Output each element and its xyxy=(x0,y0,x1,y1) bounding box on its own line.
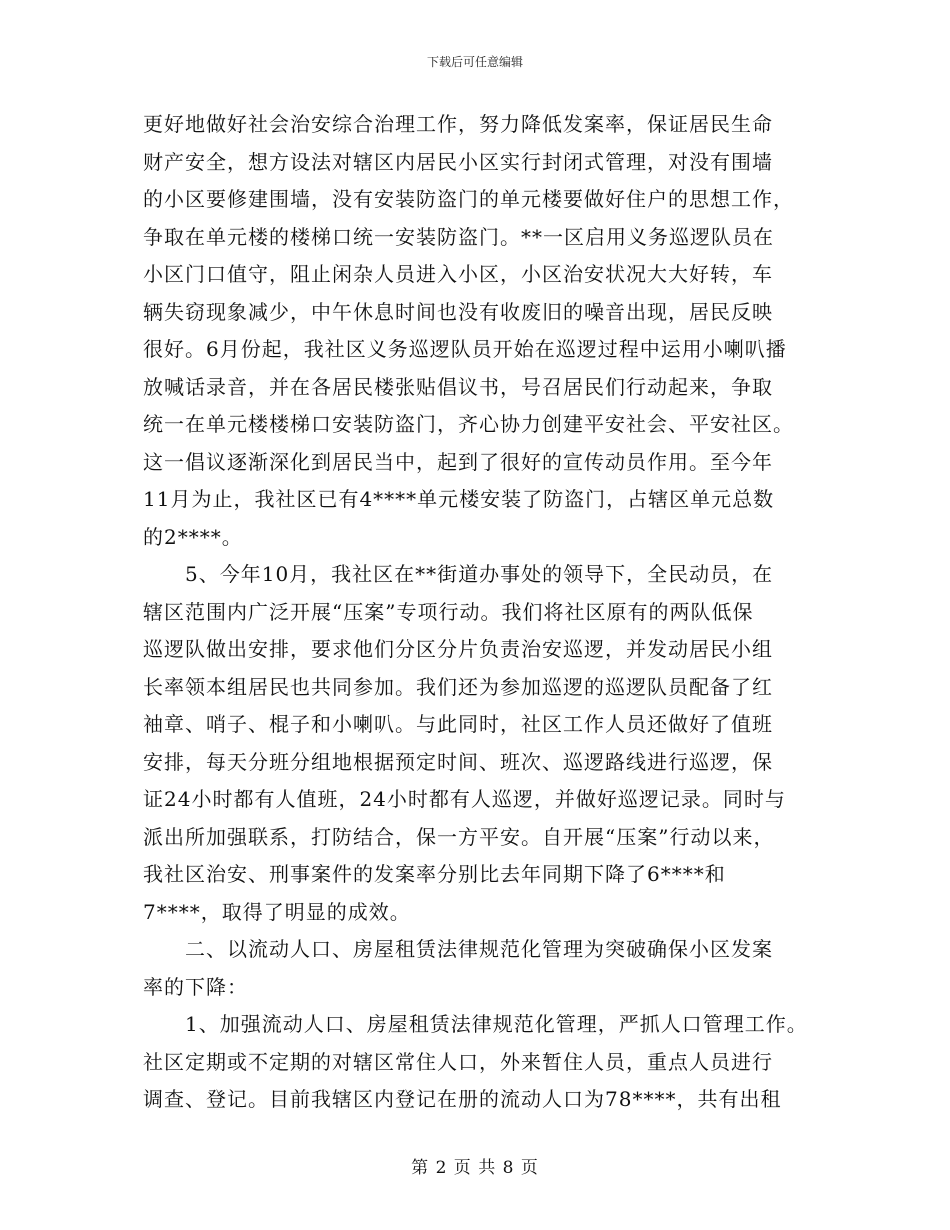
text-line: 我社区治安、刑事案件的发案率分别比去年同期下降了6****和 xyxy=(143,862,726,886)
paragraph-first-line: 5、今年10月，我社区在**街道办事处的领导下，全民动员，在 xyxy=(185,562,774,586)
page-number-footer: 第 2 页 共 8 页 xyxy=(411,1158,539,1178)
text-line: 的2****。 xyxy=(143,524,243,549)
paragraph-first-line: 1、加强流动人口、房屋租赁法律规范化管理，严抓人口管理工作。 xyxy=(185,1012,808,1036)
text-line: 财产安全，想方设法对辖区内居民小区实行封闭式管理，对没有围墙 xyxy=(143,149,773,174)
text-line: 11月为止，我社区已有4****单元楼安装了防盗门，占辖区单元总数 xyxy=(143,487,775,511)
text-line: 争取在单元楼的楼梯口统一安装防盗门。**一区启用义务巡逻队员在 xyxy=(143,224,774,249)
text-line: 长率领本组居民也共同参加。我们还为参加巡逻的巡逻队员配备了红 xyxy=(143,674,773,699)
text-line: 辖区范围内广泛开展“压案”专项行动。我们将社区原有的两队低保 xyxy=(143,599,754,624)
text-line: 证24小时都有人值班，24小时都有人巡逻，并做好巡逻记录。同时与 xyxy=(143,787,786,811)
page-header: 下载后可任意编辑 xyxy=(426,55,523,69)
text-line: 这一倡议逐渐深化到居民当中，起到了很好的宣传动员作用。至今年 xyxy=(143,449,773,474)
text-line: 率的下降： xyxy=(143,974,248,999)
text-line: 袖章、哨子、棍子和小喇叭。与此同时，社区工作人员还做好了值班 xyxy=(143,712,773,736)
text-line: 小区门口值守，阻止闲杂人员进入小区，小区治安状况大大好转，车 xyxy=(143,262,773,286)
text-line: 社区定期或不定期的对辖区常住人口，外来暂住人员，重点人员进行 xyxy=(143,1049,773,1074)
text-line: 巡逻队做出安排，要求他们分区分片负责治安巡逻，并发动居民小组 xyxy=(143,637,773,661)
text-line: 放喊话录音，并在各居民楼张贴倡议书，号召居民们行动起来，争取 xyxy=(143,374,773,399)
text-line: 安排，每天分班分组地根据预定时间、班次、巡逻路线进行巡逻，保 xyxy=(143,749,773,774)
section-heading-line: 二、以流动人口、房屋租赁法律规范化管理为突破确保小区发案 xyxy=(185,937,773,961)
text-line: 统一在单元楼楼梯口安装防盗门，齐心协力创建平安社会、平安社区。 xyxy=(143,412,794,436)
text-line: 调查、登记。目前我辖区内登记在册的流动人口为78****，共有出租 xyxy=(143,1087,782,1111)
text-line: 派出所加强联系，打防结合，保一方平安。自开展“压案”行动以来， xyxy=(143,824,775,849)
text-line: 很好。6月份起，我社区义务巡逻队员开始在巡逻过程中运用小喇叭播 xyxy=(143,337,787,361)
text-line: 7****，取得了明显的成效。 xyxy=(143,899,411,924)
text-line: 的小区要修建围墙，没有安装防盗门的单元楼要做好住户的思想工作， xyxy=(143,187,794,211)
text-line: 更好地做好社会治安综合治理工作，努力降低发案率，保证居民生命 xyxy=(143,112,773,136)
text-line: 辆失窃现象减少，中午休息时间也没有收废旧的噪音出现，居民反映 xyxy=(143,299,773,324)
